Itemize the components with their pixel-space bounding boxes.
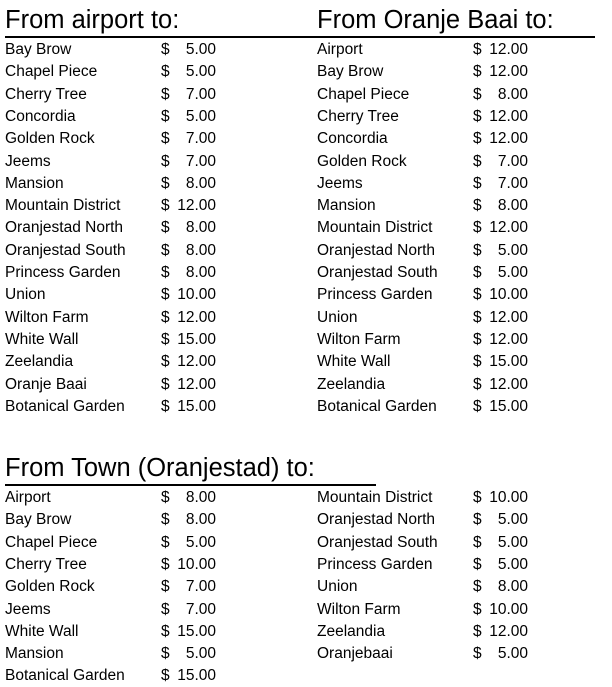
currency-symbol: $ — [161, 667, 170, 685]
oranje-baai-fare-row — [317, 128, 528, 150]
destination-name: Oranjebaai — [317, 645, 393, 663]
fare-amount: 10.00 — [489, 286, 528, 304]
airport-fare-row — [5, 396, 216, 418]
airport-fare-row — [5, 374, 216, 396]
currency-symbol: $ — [473, 533, 482, 551]
town-fare-row — [5, 599, 216, 621]
fare-amount: 7.00 — [497, 174, 528, 192]
destination-name: Bay Brow — [5, 511, 72, 529]
airport-fare-row — [5, 195, 216, 217]
fare-amount: 10.00 — [489, 489, 528, 506]
fare-amount: 12.00 — [489, 41, 528, 58]
destination-name: Chapel Piece — [5, 533, 98, 551]
destination-name: Oranjestad South — [317, 533, 438, 551]
oranje-baai-section-title: From Oranje Baai to: — [317, 6, 554, 34]
currency-symbol: $ — [161, 152, 170, 170]
currency-symbol: $ — [161, 197, 170, 215]
currency-symbol: $ — [161, 264, 170, 281]
currency-symbol: $ — [161, 107, 170, 125]
fare-amount: 8.00 — [185, 174, 216, 192]
currency-symbol: $ — [161, 533, 170, 551]
destination-name: Mountain District — [317, 489, 433, 506]
currency-symbol: $ — [473, 622, 482, 640]
currency-symbol: $ — [473, 353, 482, 371]
fare-amount: 8.00 — [185, 489, 216, 506]
currency-symbol: $ — [161, 645, 170, 663]
currency-symbol: $ — [161, 397, 170, 415]
town-fare-row — [5, 532, 216, 554]
currency-symbol: $ — [473, 600, 482, 618]
fare-amount: 12.00 — [489, 308, 528, 326]
destination-name: Zeelandia — [5, 353, 74, 371]
fare-amount: 12.00 — [177, 308, 216, 326]
currency-symbol: $ — [473, 85, 482, 103]
fare-amount: 8.00 — [185, 219, 216, 237]
destination-name: Wilton Farm — [317, 600, 401, 618]
oranje-baai-fare-row — [317, 61, 528, 83]
fare-amount: 7.00 — [185, 600, 216, 618]
town-fare-row — [317, 554, 528, 576]
destination-name: White Wall — [5, 622, 79, 640]
currency-symbol: $ — [161, 130, 170, 148]
town-fare-row — [317, 599, 528, 621]
currency-symbol: $ — [473, 41, 482, 58]
destination-name: Jeems — [5, 152, 51, 170]
fare-amount: 8.00 — [185, 511, 216, 529]
currency-symbol: $ — [161, 219, 170, 237]
airport-fare-row — [5, 173, 216, 195]
fare-amount: 12.00 — [489, 63, 528, 81]
fare-amount: 5.00 — [185, 41, 216, 58]
destination-name: Oranjestad North — [5, 219, 124, 237]
oranje-baai-fare-row — [317, 217, 528, 239]
fare-amount: 5.00 — [497, 241, 528, 259]
town-fare-row — [317, 621, 528, 643]
destination-name: Wilton Farm — [317, 330, 401, 348]
currency-symbol: $ — [473, 264, 482, 281]
fare-amount: 15.00 — [489, 353, 528, 371]
town-fare-row — [317, 487, 528, 509]
destination-name: Botanical Garden — [317, 397, 437, 415]
airport-fare-row — [5, 128, 216, 150]
airport-fare-row — [5, 61, 216, 83]
fare-amount: 10.00 — [177, 286, 216, 304]
currency-symbol: $ — [161, 578, 170, 596]
destination-name: Golden Rock — [5, 578, 95, 596]
fare-amount: 5.00 — [185, 63, 216, 81]
destination-name: Cherry Tree — [5, 85, 87, 103]
currency-symbol: $ — [161, 375, 170, 393]
town-fare-row — [317, 532, 528, 554]
fare-amount: 12.00 — [177, 375, 216, 393]
currency-symbol: $ — [161, 286, 170, 304]
fare-amount: 5.00 — [497, 264, 528, 281]
fare-amount: 8.00 — [497, 578, 528, 596]
fare-amount: 12.00 — [177, 197, 216, 215]
currency-symbol: $ — [473, 219, 482, 237]
currency-symbol: $ — [473, 286, 482, 304]
currency-symbol: $ — [473, 152, 482, 170]
currency-symbol: $ — [473, 555, 482, 573]
fare-amount: 12.00 — [489, 330, 528, 348]
fare-amount: 15.00 — [177, 622, 216, 640]
oranje-baai-fare-row — [317, 307, 528, 329]
currency-symbol: $ — [161, 85, 170, 103]
airport-fare-row — [5, 307, 216, 329]
currency-symbol: $ — [473, 107, 482, 125]
destination-name: Union — [317, 578, 358, 596]
currency-symbol: $ — [161, 174, 170, 192]
currency-symbol: $ — [473, 330, 482, 348]
fare-amount: 7.00 — [185, 152, 216, 170]
fare-amount: 12.00 — [489, 130, 528, 148]
currency-symbol: $ — [473, 645, 482, 663]
oranje-baai-fare-row — [317, 151, 528, 173]
destination-name: Oranjestad South — [317, 264, 438, 281]
destination-name: Concordia — [317, 130, 388, 148]
currency-symbol: $ — [473, 63, 482, 81]
currency-symbol: $ — [161, 63, 170, 81]
fare-amount: 15.00 — [177, 667, 216, 685]
destination-name: Golden Rock — [317, 152, 407, 170]
town-fare-row — [317, 576, 528, 598]
oranje-baai-fare-row — [317, 84, 528, 106]
fare-amount: 15.00 — [177, 330, 216, 348]
destination-name: Concordia — [5, 107, 76, 125]
destination-name: Oranjestad North — [317, 511, 436, 529]
fare-amount: 7.00 — [497, 152, 528, 170]
town-fare-row — [5, 509, 216, 531]
fare-amount: 7.00 — [185, 130, 216, 148]
destination-name: Mountain District — [5, 197, 121, 215]
oranje-baai-fare-row — [317, 106, 528, 128]
currency-symbol: $ — [473, 397, 482, 415]
fare-amount: 15.00 — [177, 397, 216, 415]
destination-name: Jeems — [5, 600, 51, 618]
fare-amount: 8.00 — [497, 85, 528, 103]
destination-name: Bay Brow — [5, 41, 72, 58]
currency-symbol: $ — [161, 353, 170, 371]
fare-amount: 5.00 — [185, 533, 216, 551]
destination-name: Chapel Piece — [5, 63, 98, 81]
currency-symbol: $ — [473, 578, 482, 596]
currency-symbol: $ — [473, 511, 482, 529]
top-heading-underline — [5, 36, 595, 38]
fare-amount: 12.00 — [489, 375, 528, 393]
destination-name: White Wall — [5, 330, 79, 348]
currency-symbol: $ — [473, 375, 482, 393]
currency-symbol: $ — [161, 600, 170, 618]
oranje-baai-fare-row — [317, 262, 528, 284]
oranje-baai-fare-row — [317, 173, 528, 195]
destination-name: Oranjestad South — [5, 241, 126, 259]
airport-section-title: From airport to: — [5, 6, 180, 34]
airport-fare-row — [5, 262, 216, 284]
airport-fare-row — [5, 240, 216, 262]
oranje-baai-fare-row — [317, 240, 528, 262]
destination-name: Cherry Tree — [5, 555, 87, 573]
destination-name: Oranje Baai — [5, 375, 87, 393]
fare-amount: 7.00 — [185, 578, 216, 596]
fare-amount: 8.00 — [185, 264, 216, 281]
currency-symbol: $ — [473, 174, 482, 192]
currency-symbol: $ — [473, 130, 482, 148]
fare-amount: 7.00 — [185, 85, 216, 103]
fare-amount: 5.00 — [497, 555, 528, 573]
airport-fare-row — [5, 351, 216, 373]
fare-amount: 12.00 — [489, 219, 528, 237]
town-section-title: From Town (Oranjestad) to: — [5, 454, 315, 482]
oranje-baai-fare-row — [317, 374, 528, 396]
destination-name: Mansion — [5, 174, 64, 192]
airport-fare-row — [5, 217, 216, 239]
airport-fare-row — [5, 329, 216, 351]
town-fare-row — [5, 576, 216, 598]
destination-name: Mansion — [317, 197, 376, 215]
fare-amount: 10.00 — [177, 555, 216, 573]
destination-name: Airport — [5, 489, 51, 506]
town-fare-row — [5, 643, 216, 665]
currency-symbol: $ — [161, 41, 170, 58]
destination-name: Golden Rock — [5, 130, 95, 148]
fare-amount: 5.00 — [497, 645, 528, 663]
destination-name: Airport — [317, 41, 363, 58]
fare-amount: 12.00 — [489, 107, 528, 125]
airport-fare-row — [5, 84, 216, 106]
destination-name: Oranjestad North — [317, 241, 436, 259]
town-fare-row — [5, 621, 216, 643]
currency-symbol: $ — [161, 555, 170, 573]
town-fare-row — [317, 643, 528, 665]
destination-name: Botanical Garden — [5, 397, 125, 415]
fare-amount: 10.00 — [489, 600, 528, 618]
oranje-baai-fare-row — [317, 396, 528, 418]
fare-amount: 8.00 — [185, 241, 216, 259]
destination-name: Bay Brow — [317, 63, 384, 81]
currency-symbol: $ — [473, 489, 482, 506]
destination-name: Zeelandia — [317, 622, 386, 640]
currency-symbol: $ — [473, 308, 482, 326]
destination-name: Jeems — [317, 174, 363, 192]
fare-amount: 5.00 — [497, 511, 528, 529]
oranje-baai-fare-row — [317, 39, 528, 61]
destination-name: Wilton Farm — [5, 308, 89, 326]
town-fare-row — [5, 487, 216, 509]
town-fare-row — [317, 509, 528, 531]
destination-name: Mansion — [5, 645, 64, 663]
fare-amount: 5.00 — [497, 533, 528, 551]
oranje-baai-fare-row — [317, 351, 528, 373]
airport-fare-row — [5, 39, 216, 61]
oranje-baai-fare-row — [317, 195, 528, 217]
airport-fare-row — [5, 284, 216, 306]
destination-name: Princess Garden — [317, 555, 433, 573]
currency-symbol: $ — [161, 489, 170, 506]
currency-symbol: $ — [473, 197, 482, 215]
oranje-baai-fare-row — [317, 329, 528, 351]
airport-fare-row — [5, 151, 216, 173]
destination-name: Union — [317, 308, 358, 326]
currency-symbol: $ — [161, 241, 170, 259]
destination-name: White Wall — [317, 353, 391, 371]
destination-name: Zeelandia — [317, 375, 386, 393]
town-fare-row — [5, 665, 216, 687]
currency-symbol: $ — [161, 330, 170, 348]
destination-name: Mountain District — [317, 219, 433, 237]
fare-amount: 5.00 — [185, 645, 216, 663]
town-fare-row — [5, 554, 216, 576]
airport-fare-row — [5, 106, 216, 128]
fare-amount: 5.00 — [185, 107, 216, 125]
destination-name: Cherry Tree — [317, 107, 399, 125]
destination-name: Union — [5, 286, 46, 304]
destination-name: Chapel Piece — [317, 85, 410, 103]
currency-symbol: $ — [161, 308, 170, 326]
destination-name: Botanical Garden — [5, 667, 125, 685]
fare-amount: 12.00 — [489, 622, 528, 640]
town-heading-underline — [5, 484, 376, 486]
destination-name: Princess Garden — [317, 286, 433, 304]
destination-name: Princess Garden — [5, 264, 121, 281]
fare-amount: 12.00 — [177, 353, 216, 371]
currency-symbol: $ — [161, 511, 170, 529]
oranje-baai-fare-row — [317, 284, 528, 306]
fare-amount: 8.00 — [497, 197, 528, 215]
fare-amount: 15.00 — [489, 397, 528, 415]
currency-symbol: $ — [473, 241, 482, 259]
currency-symbol: $ — [161, 622, 170, 640]
